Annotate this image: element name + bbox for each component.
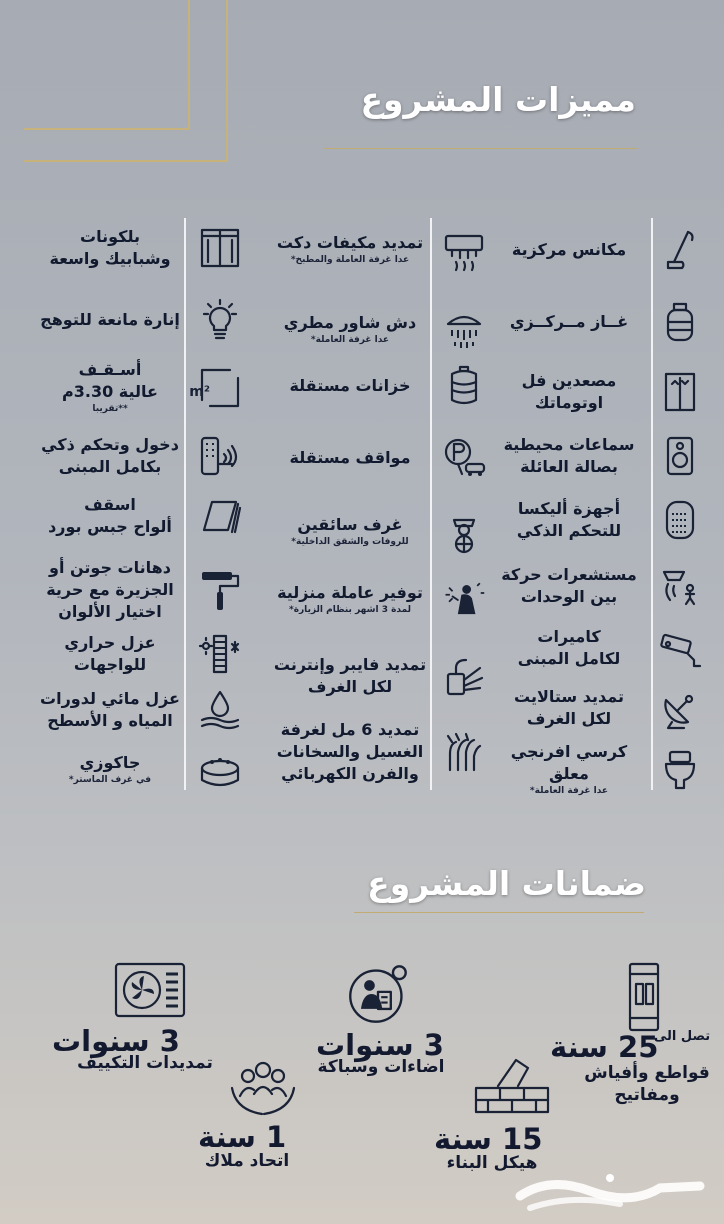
feature-item [0,309,220,331]
feature-note: لمدة 3 اشهر بنظام الزيارة* [288,605,412,616]
feature-title: سماعات محيطية بصالة العائلة [503,435,635,476]
feature-title: أسـقـف عالية 3.30م [62,360,158,402]
feature-item [0,434,220,478]
feature-title: تمديد فايبر وإنترنت لكل الغرف [273,655,427,696]
feature-title: إنارة مانعة للتوهج [40,310,180,329]
feature-item [240,447,460,469]
gold-frame-line [24,160,228,162]
feature-item [0,752,220,785]
feature-title: أجهزة أليكسا للتحكم الذكي [516,499,622,540]
feature-note: عدا غرفة العاملة* [310,335,390,346]
guarantee-label: هيكل البناء [446,1153,538,1173]
feature-note: عدا غرفة العاملة* [529,786,609,797]
guarantee-duration: 15 سنة [434,1122,543,1156]
feature-title: غرف سائقين [297,515,403,535]
feature-item [240,582,460,615]
feature-title: مكانس مركزية [511,240,627,259]
feature-item [0,632,220,676]
circuit-breaker-icon [622,962,666,1032]
feature-item [0,557,220,623]
gold-frame-line [226,0,228,162]
feature-item [0,494,220,538]
feature-item [240,375,460,397]
column-divider [430,218,432,790]
feature-title: كرسي افرنجي معلق [510,742,628,784]
feature-item [459,626,679,670]
feature-item [459,498,679,542]
feature-item [0,226,220,270]
feature-note: في غرف الماستر* [68,775,152,786]
feature-item [0,688,220,732]
feature-item [459,239,679,261]
guarantee-duration: 1 سنة [198,1120,287,1154]
feature-title: تمديد مكيفات دكت [276,233,424,253]
feature-item [459,564,679,608]
feature-item [459,434,679,478]
feature-title: جاكوزي [79,753,141,773]
guarantee-duration: 3 سنوات [316,1028,444,1062]
feature-title: كاميرات لكامل المبنى [517,627,621,668]
plumber-icon [346,962,410,1026]
feature-title: تمديد ستالايت لكل الغرف [514,687,624,728]
title-underline [324,148,638,149]
feature-item [459,370,679,414]
guarantee-prefix: تصل الى [653,1029,711,1044]
guarantee-duration: 25 سنة [550,1030,659,1064]
feature-item [240,232,460,265]
haraj-logo [510,1166,710,1216]
feature-title: خزانات مستقلة [289,376,411,395]
svg-text:m²: m² [189,384,210,400]
guarantee-label: اضاءات وسباكة [317,1057,445,1077]
features-title: مميزات المشروع [360,80,636,119]
feature-item [459,686,679,730]
feature-title: توفير عاملة منزلية [277,583,423,603]
title-underline [354,912,644,913]
feature-item [240,514,460,547]
guarantees-title: ضمانات المشروع [367,864,646,903]
feature-item [459,311,679,333]
feature-title: غــاز مــركــزي [509,312,629,331]
feature-title: دش شاور مطري [283,313,417,333]
feature-note: للروفات والشقق الداخلية* [291,537,409,548]
feature-item [0,359,220,414]
feature-title: عزل حراري للواجهات [64,633,156,674]
feature-note: عدا غرفة العاملة والمطبخ* [290,255,410,266]
feature-title: عزل مائي لدورات المياه و الأسطح [40,689,180,730]
brick-structure-icon [472,1054,552,1114]
feature-title: بلكونات وشبابيك واسعة [49,227,171,268]
community-icon [228,1058,298,1118]
ac-unit-icon [114,962,186,1018]
gold-frame-line [24,128,189,130]
feature-item [240,719,460,785]
feature-title: مصعدين فل اوتوماتك [521,371,617,412]
guarantee-duration: 3 سنوات [52,1024,180,1058]
gold-frame-line [188,0,190,130]
feature-title: اسقف ألواح جبس بورد [48,495,172,536]
feature-title: دخول وتحكم ذكي بكامل المبنى [41,435,179,476]
feature-title: دهانات جوتن أو الجزيرة مع حرية اختيار الألوان [46,558,174,621]
feature-item [240,312,460,345]
guarantee-label: اتحاد ملاك [204,1151,290,1171]
feature-title: مستشعرات حركة بين الوحدات [501,565,637,606]
feature-title: مواقف مستقلة [289,448,411,467]
feature-item [459,741,679,796]
feature-title: تمديد 6 مل لغرفة الغسيل والسخانات والفرن الكهربائي [276,720,424,783]
guarantee-label: قواطع وأفياش ومفاتيح [584,1063,710,1105]
feature-item [240,654,460,698]
guarantee-label: تمديدات التكييف [77,1053,213,1073]
feature-note: **تقريبا [92,404,128,415]
